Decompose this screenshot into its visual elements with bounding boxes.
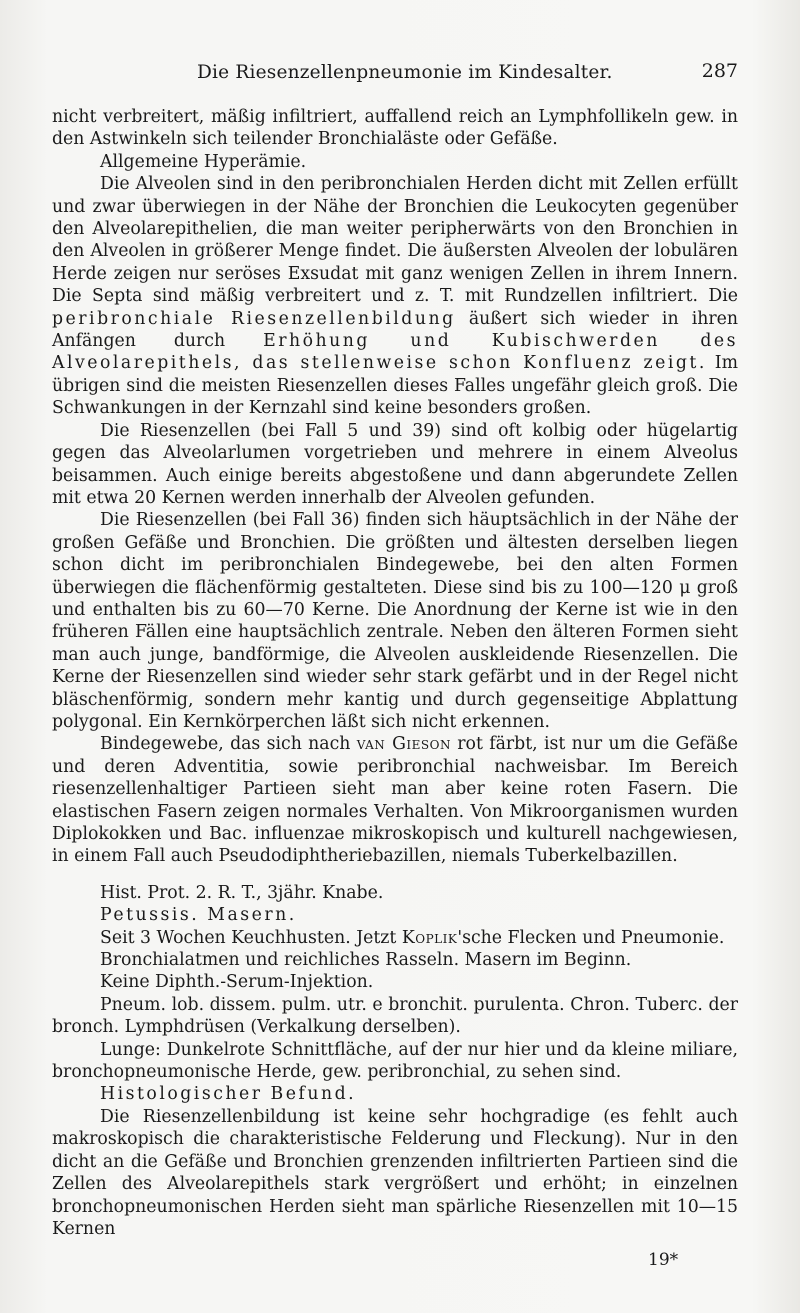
text-run: rot färbt, ist nur um die Gefäße und deren Adventitia, sowie peribronchial nachweisbar. Im Bereich riesenzellenhaltiger Partieen sieht man aber keine roten Fasern. Die elastischen Fasern zeigen normales Verhalten. Von Mikroorganismen wurden Diplokokken und Bac. influenzae mikroskopisch und kulturell nachgewiesen, in einem Fall auch Pseudodiphtheriebazillen, niemals Tuberkelbazillen. xyxy=(52,734,739,867)
page-header xyxy=(52,60,738,88)
text-run: Die Alveolen sind in den peribronchialen Herden dicht mit Zellen erfüllt und zwar überwiegen in der Nähe der Bronchien die Leukocyten gegenüber den Alveolarepithelien, die man weiter peripherwärts von den Bronchien in den Alveolen in größerer Menge findet. Die äußersten Alveolen der lobulären Herde zeigen nur seröses Exsudat mit ganz wenigen Zellen in ihrem Innern. Die Septa sind mäßig verbreitert und z. T. mit Rundzellen infiltriert. Die xyxy=(52,174,738,307)
section-heading: Histologischer Befund. xyxy=(100,1084,357,1105)
case-diagnosis: Petussis. Masern. xyxy=(100,905,297,926)
paragraph xyxy=(52,173,738,419)
text-run: 'sche Flecken und Pneumonie. xyxy=(457,927,725,948)
paragraph: Die Riesenzellen (bei Fall 36) finden sich häuptsächlich in der Nähe der großen Gefäße und Bronchien. Die größten und ältesten derselben liegen schon dicht im peribronchialen Bindegewebe, bei den alten Formen überwiegen die flächenförmig gestalteten. Diese sind bis zu 100—120 μ groß und enthalten bis zu 60—70 Kerne. Die Anordnung der Kerne ist wie in den früheren Fällen eine hauptsächlich zentrale. Neben den älteren Formen sieht man auch junge, bandförmige, die Alveolen auskleidende Riesenzellen. Die Kerne der Riesenzellen sind wieder sehr stark gefärbt und in der Regel nicht bläschenförmig, sondern mehr kantig und durch gegenseitige Abplattung polygonal. Ein Kernkörperchen läßt sich nicht erkennen. xyxy=(52,510,738,732)
spaced-emphasis: peribronchiale Riesenzellenbildung xyxy=(52,308,456,329)
author-name: van Gieson xyxy=(356,734,451,755)
paragraph: nicht verbreitert, mäßig infiltriert, auffallend reich an Lymphfollikeln gew. in den Astwinkeln sich teilender Bronchialäste oder Gefäße. xyxy=(52,107,738,150)
paragraph: Keine Diphth.-Serum-Injektion. xyxy=(100,972,374,993)
paragraph: Allgemeine Hyperämie. xyxy=(100,151,307,172)
text-run: Bindegewebe, das sich nach xyxy=(100,734,357,755)
text-run: Seit 3 Wochen Keuchhusten. Jetzt xyxy=(100,927,402,948)
spaced-emphasis: Erhöhung und Kubischwerden des Alveolarepithels, das stellenweise schon Konfluenz zeigt. xyxy=(52,331,739,374)
case-heading: Hist. Prot. 2. R. T., 3jähr. Knabe. xyxy=(100,882,384,903)
section-gap xyxy=(52,868,738,882)
paragraph: Lunge: Dunkelrote Schnittfläche, auf der nur hier und da kleine miliare, bronchopneumonische Herde, gew. peribronchial, zu sehen sind. xyxy=(52,1039,738,1083)
running-title: Die Riesenzellenpneumonie im Kindesalter. xyxy=(197,62,613,83)
body-text xyxy=(52,106,738,1240)
paragraph xyxy=(52,733,738,867)
text-run: äußert sich wieder in ihren Anfängen durch xyxy=(52,308,738,352)
page-number: 287 xyxy=(701,60,738,82)
paragraph xyxy=(52,927,738,949)
paragraph: Bronchialatmen und reichliches Rasseln. Masern im Beginn. xyxy=(100,950,632,971)
text-run: Im übrigen sind die meisten Riesenzellen dieses Falles ungefähr gleich groß. Die Schwankungen in der Kernzahl sind keine besonders großen. xyxy=(52,353,738,419)
paragraph: Die Riesenzellenbildung ist keine sehr hochgradige (es fehlt auch makroskopisch die charakteristische Felderung und Fleckung). Nur in den dicht an die Gefäße und Bronchien grenzenden infiltrierten Partieen sind die Zellen des Alveolarepithels stark vergrößert und erhöht; in einzelnen bronchopneumonischen Herden sieht man spärliche Riesenzellen mit 10—15 Kernen xyxy=(52,1106,738,1239)
paragraph: Die Riesenzellen (bei Fall 5 und 39) sind oft kolbig oder hügelartig gegen das Alveolarlumen vorgetrieben und mehrere in einem Alveolus beisammen. Auch einige bereits abgestoßene und dann abgerundete Zellen mit etwa 20 Kernen werden innerhalb der Alveolen gefunden. xyxy=(52,420,738,508)
author-name: Koplik xyxy=(401,927,458,948)
signature-mark: 19* xyxy=(648,1250,679,1270)
paragraph: Pneum. lob. dissem. pulm. utr. e bronchit. purulenta. Chron. Tuberc. der bronch. Lymphdrüsen (Verkalkung derselben). xyxy=(52,994,738,1038)
